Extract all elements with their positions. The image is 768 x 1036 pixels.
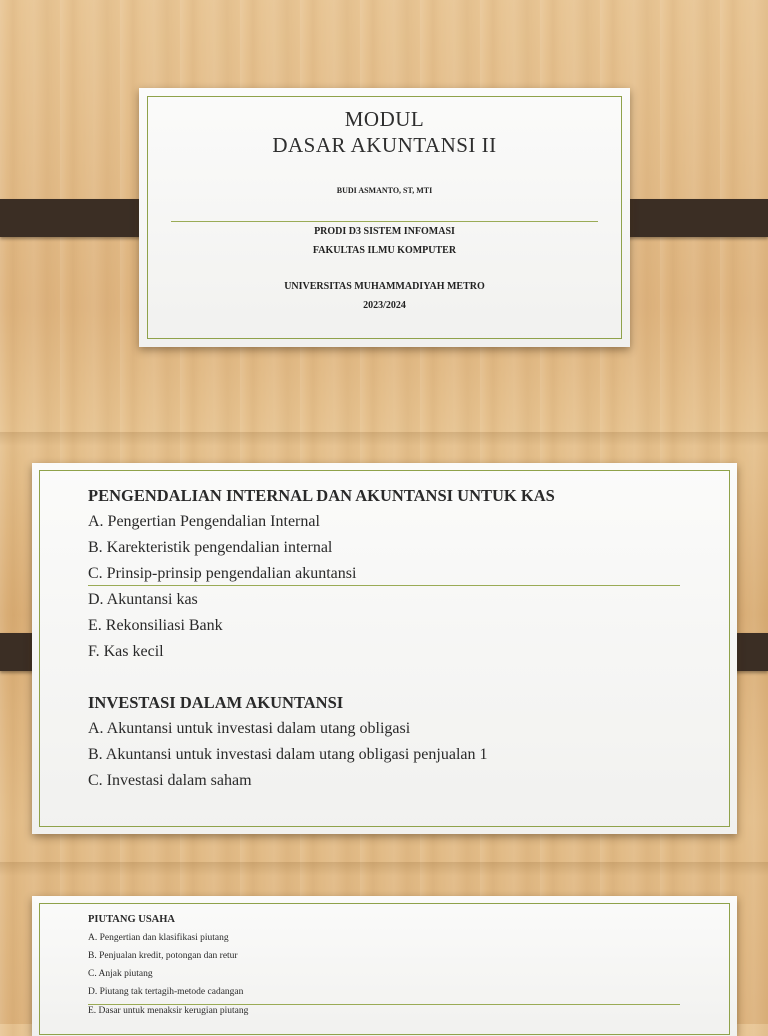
title-slide	[139, 88, 630, 347]
strap-left	[0, 199, 156, 237]
section-heading-kas: PENGENDALIAN INTERNAL DAN AKUNTANSI UNTUK KAS	[88, 486, 555, 505]
prodi-text: PRODI D3 SISTEM INFOMASI	[314, 226, 455, 237]
course-title: DASAR AKUNTANSI II	[272, 133, 497, 157]
list-item: C. Anjak piutang	[88, 969, 153, 979]
divider-line	[171, 221, 598, 222]
wood-band-shadow	[0, 432, 768, 446]
list-item: D. Piutang tak tertagih-metode cadangan	[88, 987, 244, 997]
list-item: A. Pengertian dan klasifikasi piutang	[88, 933, 229, 943]
list-item: C. Prinsip-prinsip pengendalian akuntansi	[88, 565, 357, 582]
list-item: D. Akuntansi kas	[88, 591, 198, 608]
divider-line	[88, 1004, 680, 1005]
divider-line	[88, 585, 680, 586]
list-item: B. Akuntansi untuk investasi dalam utang obligasi penjualan 1	[88, 746, 488, 763]
section-heading-investasi: INVESTASI DALAM AKUNTANSI	[88, 693, 344, 712]
list-item: A. Pengertian Pengendalian Internal	[88, 513, 320, 530]
list-item: C. Investasi dalam saham	[88, 772, 252, 789]
list-item: B. Karekteristik pengendalian internal	[88, 539, 333, 556]
author-name: BUDI ASMANTO, ST, MTI	[336, 186, 433, 195]
list-item: A. Akuntansi untuk investasi dalam utang obligasi	[88, 720, 411, 737]
section-heading-piutang: PIUTANG USAHA	[88, 914, 176, 925]
list-item: E. Rekonsiliasi Bank	[88, 617, 223, 634]
list-item: F. Kas kecil	[88, 643, 164, 660]
strap-right	[612, 199, 768, 237]
list-item: B. Penjualan kredit, potongan dan retur	[88, 951, 238, 961]
wood-band-shadow	[0, 862, 768, 876]
module-label: MODUL	[344, 107, 425, 131]
faculty-text: FAKULTAS ILMU KOMPUTER	[312, 245, 457, 256]
university-text: UNIVERSITAS MUHAMMADIYAH METRO	[284, 281, 485, 292]
academic-year: 2023/2024	[363, 300, 406, 311]
list-item: E. Dasar untuk menaksir kerugian piutang	[88, 1006, 249, 1016]
